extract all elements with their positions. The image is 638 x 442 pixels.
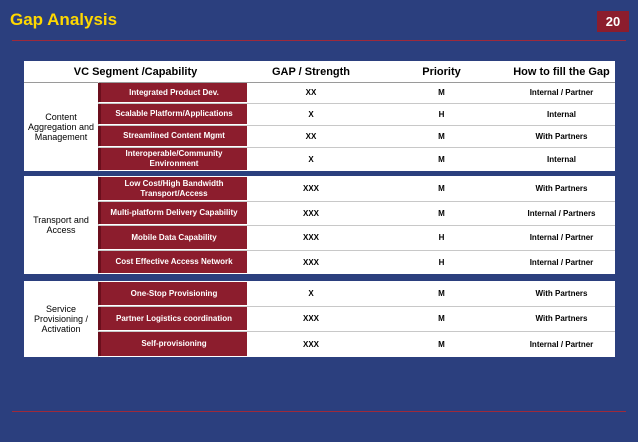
gap-cell: XXX xyxy=(302,233,319,242)
fill-gap-cell: Internal / Partner xyxy=(529,88,594,97)
table-row xyxy=(98,331,615,357)
fill-gap-cell: With Partners xyxy=(535,131,588,141)
priority-cell: M xyxy=(438,208,445,218)
capability-cell: One-Stop Provisioning xyxy=(98,282,247,305)
fill-gap-cell: Internal / Partner xyxy=(529,257,594,267)
fill-gap-cell: With Partners xyxy=(535,184,588,193)
capability-cell: Interoperable/Community Environment xyxy=(98,148,247,170)
table-row xyxy=(98,125,615,148)
table-row xyxy=(98,250,615,274)
priority-cell: M xyxy=(438,289,445,298)
capability-cell: Partner Logistics coordination xyxy=(98,307,247,330)
priority-cell: H xyxy=(438,109,445,119)
capability-cell: Scalable Platform/Applications xyxy=(98,104,247,124)
bottom-divider xyxy=(12,411,626,412)
gap-cell: XXX xyxy=(302,257,319,267)
table-row xyxy=(98,306,615,332)
gap-cell: XXX xyxy=(302,339,319,349)
table-row xyxy=(98,103,615,126)
segment-label: Transport and Access xyxy=(24,176,99,274)
gap-cell: XX xyxy=(305,131,317,141)
header-capability: VC Segment /Capability xyxy=(73,65,198,78)
gap-cell: X xyxy=(308,289,314,298)
table-row xyxy=(98,225,615,251)
header-gap: GAP / Strength xyxy=(271,65,351,78)
table-row xyxy=(98,201,615,226)
fill-gap-cell: With Partners xyxy=(535,314,588,323)
priority-cell: M xyxy=(438,154,445,164)
gap-cell: XXX xyxy=(302,314,319,323)
capability-cell: Cost Effective Access Network xyxy=(98,251,247,273)
segment-label: Service Provisioning / Activation xyxy=(24,281,99,357)
table-row xyxy=(98,281,615,307)
page-number-badge: 20 xyxy=(597,11,629,32)
priority-cell: M xyxy=(438,339,445,349)
fill-gap-cell: Internal / Partners xyxy=(527,208,596,218)
capability-cell: Self-provisioning xyxy=(98,332,247,356)
table-row xyxy=(98,176,615,202)
fill-gap-cell: Internal / Partner xyxy=(529,233,594,242)
gap-analysis-table xyxy=(24,61,615,357)
priority-cell: M xyxy=(438,88,445,97)
gap-cell: X xyxy=(308,109,314,119)
top-divider xyxy=(12,40,626,41)
gap-cell: XX xyxy=(305,88,317,97)
gap-cell: X xyxy=(308,154,314,164)
header-priority: Priority xyxy=(422,65,461,78)
gap-cell: XXX xyxy=(302,184,319,193)
priority-cell: M xyxy=(438,131,445,141)
gap-cell: XXX xyxy=(302,208,319,218)
table-row xyxy=(98,82,615,104)
capability-cell: Multi-platform Delivery Capability xyxy=(98,202,247,224)
slide-title: Gap Analysis xyxy=(10,10,118,29)
fill-gap-cell: Internal xyxy=(547,109,576,119)
table-row xyxy=(98,147,615,171)
fill-gap-cell: With Partners xyxy=(535,289,588,298)
priority-cell: M xyxy=(438,314,445,323)
priority-cell: M xyxy=(438,184,445,193)
capability-cell: Streamlined Content Mgmt xyxy=(98,126,247,146)
table-header xyxy=(24,61,615,83)
priority-cell: H xyxy=(438,233,445,242)
priority-cell: H xyxy=(438,257,445,267)
fill-gap-cell: Internal / Partner xyxy=(529,339,594,349)
capability-cell: Low Cost/High Bandwidth Transport/Access xyxy=(98,177,247,200)
group-separator xyxy=(24,274,615,281)
capability-cell: Mobile Data Capability xyxy=(98,226,247,249)
segment-label: Content Aggregation and Management xyxy=(24,82,99,171)
header-fill-gap: How to fill the Gap xyxy=(513,65,610,78)
fill-gap-cell: Internal xyxy=(547,154,576,164)
capability-cell: Integrated Product Dev. xyxy=(98,83,247,102)
